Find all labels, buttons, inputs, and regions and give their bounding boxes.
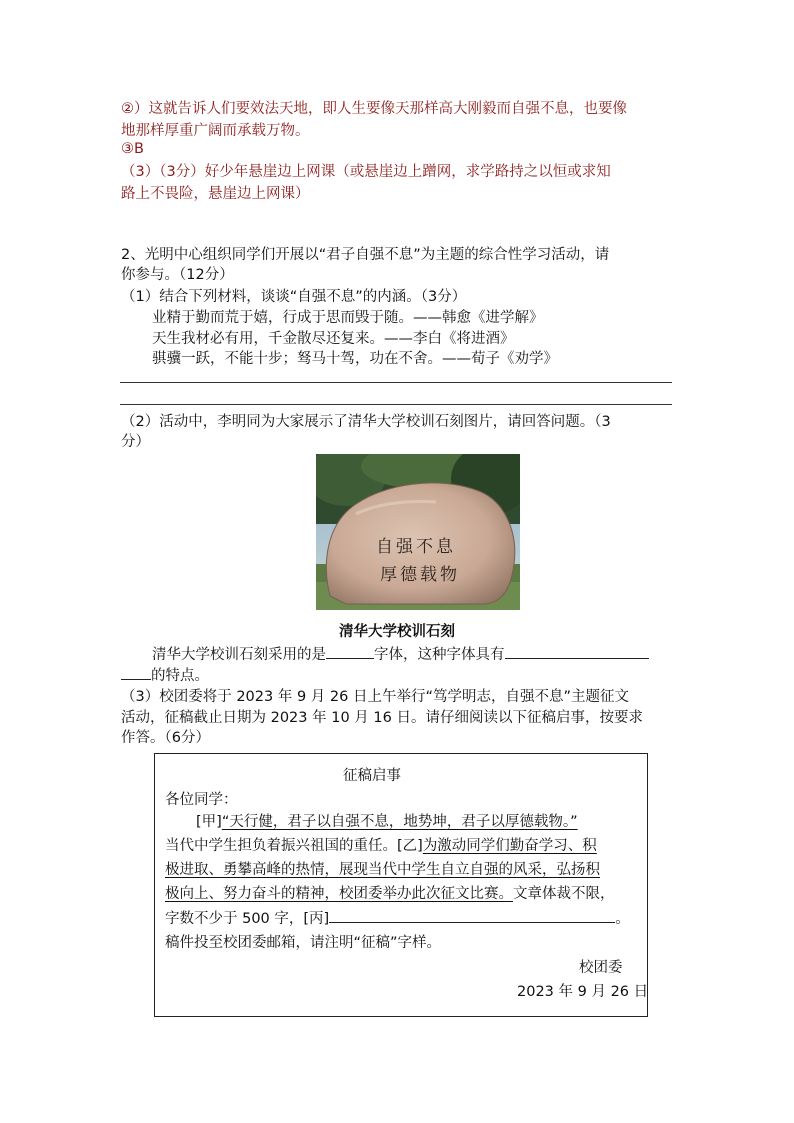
fill-in-line [152,643,649,664]
sub-question-3: 活动，征稿截止日期为 2023 年 10 月 16 日。请仔细阅读以下征稿启事，按要求 [121,710,643,726]
answer-line: ③B [121,141,144,157]
notice-line: 稿件投至校团委邮箱，请注明“征稿”字样。 [165,935,442,951]
answer-blank[interactable] [121,665,151,680]
answer-line: （3）（3分）好少年悬崖边上网课（或悬崖边上蹭网，求学路持之以恒或求知 [121,164,611,180]
notice-text: 文章体裁不限， [513,886,615,902]
notice-line [165,882,615,903]
fill-text: 字体，这种字体具有 [374,647,505,663]
notice-text: 字数不少于 500 字，[丙] [165,911,330,927]
quote-line: 业精于勤而荒于嬉，行成于思而毁于随。——韩愈《进学解》 [152,310,544,326]
notice-date: 2023 年 9 月 26 日 [517,984,649,1000]
call-for-papers-notice [154,753,648,1017]
answer-rule [120,382,672,383]
notice-line [165,834,597,855]
answer-blank[interactable] [505,644,649,659]
sub-question-3: （3）校团委将于 2023 年 9 月 26 日上午举行“笃学明志，自强不息”主题征文 [121,689,629,705]
answer-blank[interactable] [326,644,374,659]
quote-line: 骐骥一跃，不能十步；驽马十驾，功在不舍。——荀子《劝学》 [152,351,558,367]
yi-sentence: 极进取、勇攀高峰的热情，展现当代中学生自立自强的风采，弘扬积 [165,862,600,878]
notice-text: 。 [615,911,630,927]
mark-jia: [甲] [196,814,222,830]
fill-in-line [121,664,209,685]
question-intro: 2、光明中心组织同学们开展以“君子自强不息”为主题的综合性学习活动，请 [121,247,610,263]
question-intro: 你参与。（12分） [121,267,234,283]
sub-question-2: 分） [121,434,150,450]
fill-text: 清华大学校训石刻采用的是 [152,647,326,663]
answer-line: 地那样厚重广阔而承载万物。 [121,123,310,139]
notice-greeting: 各位同学： [165,792,238,808]
notice-title: 征稿启事 [343,768,401,784]
notice-line [165,907,630,928]
yi-sentence: 极向上、努力奋斗的精神，校团委举办此次征文比赛。 [165,886,513,902]
sub-question-1: （1）结合下列材料，谈谈“自强不息”的内涵。（3分） [121,289,467,305]
quote-line: 天生我材必有用，千金散尽还复来。——李白《将进酒》 [152,331,515,347]
stone-text-line-1: 自强不息 [376,537,456,557]
stone-text-line-2: 厚德载物 [380,565,460,585]
stone-inscription-photo [316,454,520,610]
answer-line: ②）这就告诉人们要效法天地，即人生要像天那样高大刚毅而自强不息，也要像 [121,101,627,117]
answer-rule [120,404,672,405]
photo-caption: 清华大学校训石刻 [339,624,455,640]
notice-text: 当代中学生担负着振兴祖国的重任。[乙] [165,838,423,854]
sub-question-2: （2）活动中，李明同为大家展示了清华大学校训石刻图片，请回答问题。（3 [121,414,611,430]
fill-text: 的特点。 [151,668,209,684]
answer-line: 路上不畏险，悬崖边上网课） [121,186,310,202]
bing-answer-blank[interactable] [329,908,615,923]
notice-line [196,810,578,831]
jia-quote: “天行健，君子以自强不息，地势坤，君子以厚德载物。” [221,814,578,830]
yi-sentence: 为激动同学们勤奋学习、积 [422,838,597,854]
notice-signer: 校团委 [579,960,623,976]
sub-question-3: 作答。（6分） [121,730,210,746]
